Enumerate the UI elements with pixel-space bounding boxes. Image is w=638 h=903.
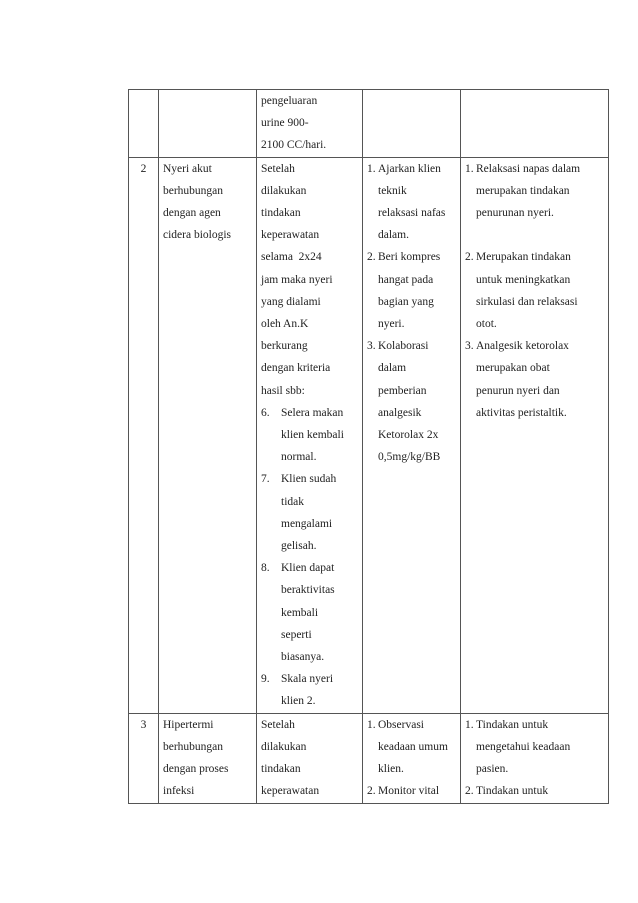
rationale-item bbox=[465, 246, 604, 335]
text-line: dilakukan bbox=[261, 184, 307, 197]
text-line: sirkulasi dan relaksasi bbox=[476, 295, 578, 308]
diagnosis-cell bbox=[159, 90, 257, 158]
text-line: selama 2x24 bbox=[261, 251, 322, 264]
text-line: beraktivitas bbox=[281, 584, 335, 597]
text-line: Relaksasi napas dalam bbox=[476, 162, 581, 175]
text-line: dilakukan bbox=[261, 740, 307, 753]
text-line: dengan kriteria bbox=[261, 362, 331, 375]
intervention-item-number: 1. bbox=[367, 718, 376, 731]
rationale-item-number: 2. bbox=[465, 785, 474, 798]
text-line: berhubungan bbox=[163, 740, 224, 753]
criteria-item-text bbox=[281, 402, 358, 469]
rationale-cell bbox=[461, 90, 609, 158]
text-line: Setelah bbox=[261, 162, 295, 175]
intervention-item bbox=[367, 246, 456, 335]
criteria-item bbox=[261, 402, 358, 469]
rationale-item-number: 1. bbox=[465, 162, 474, 175]
table-row bbox=[129, 90, 609, 158]
text-line: cidera biologis bbox=[163, 229, 232, 242]
text-line: Beri kompres bbox=[378, 251, 441, 264]
intervention-item-text bbox=[378, 714, 456, 781]
rationale-item-text bbox=[476, 246, 604, 335]
text-line: Monitor vital bbox=[378, 785, 440, 798]
text-line: Selera makan bbox=[281, 406, 344, 419]
text-line: seperti bbox=[281, 628, 312, 641]
text-line: Merupakan tindakan bbox=[476, 251, 571, 264]
text-line: 0,5mg/kg/BB bbox=[378, 451, 441, 464]
text-line: berhubungan bbox=[163, 184, 224, 197]
criteria-item-text bbox=[281, 557, 358, 668]
criteria-item-number: 8. bbox=[261, 562, 270, 575]
criteria-item-number: 9. bbox=[261, 673, 270, 686]
text-line: 2100 CC/hari. bbox=[261, 139, 327, 152]
text-line: Setelah bbox=[261, 718, 295, 731]
spacer bbox=[465, 224, 604, 246]
text-line: urine 900- bbox=[261, 117, 309, 130]
text-line: nyeri. bbox=[378, 318, 405, 331]
text-line: Analgesik ketorolax bbox=[476, 340, 569, 353]
intervention-item bbox=[367, 335, 456, 468]
text-line: dalam. bbox=[378, 229, 409, 242]
rationale-item-number: 3. bbox=[465, 340, 474, 353]
criteria-item-number: 7. bbox=[261, 473, 270, 486]
text-line: keadaan umum bbox=[378, 740, 448, 753]
intervention-cell bbox=[363, 90, 461, 158]
text-line: gelisah. bbox=[281, 540, 317, 553]
text-line: kembali bbox=[281, 606, 319, 619]
text-line: Ajarkan klien bbox=[378, 162, 441, 175]
intervention-item-text bbox=[378, 246, 456, 335]
text-line: penurun nyeri dan bbox=[476, 384, 560, 397]
rationale-item-number: 2. bbox=[465, 251, 474, 264]
text-line: mengetahui keadaan bbox=[476, 740, 571, 753]
text-line: klien 2. bbox=[281, 695, 316, 708]
text-line: Observasi bbox=[378, 718, 424, 731]
text-line: teknik bbox=[378, 184, 407, 197]
text-line: Tindakan untuk bbox=[476, 785, 549, 798]
text-line: biasanya. bbox=[281, 651, 325, 664]
rationale-cell bbox=[461, 157, 609, 713]
text-line: klien kembali bbox=[281, 429, 344, 442]
diagnosis-cell bbox=[159, 157, 257, 713]
rationale-item bbox=[465, 780, 604, 802]
criteria-item bbox=[261, 668, 358, 712]
criteria-cell bbox=[257, 90, 363, 158]
text-line: dengan agen bbox=[163, 207, 221, 220]
text-line: mengalami bbox=[281, 517, 333, 530]
text-line: berkurang bbox=[261, 340, 308, 353]
intervention-cell bbox=[363, 713, 461, 803]
text-line: untuk meningkatkan bbox=[476, 273, 571, 286]
text-line: tidak bbox=[281, 495, 304, 508]
rationale-cell bbox=[461, 713, 609, 803]
text-line: Nyeri akut bbox=[163, 162, 212, 175]
intervention-item-number: 2. bbox=[367, 251, 376, 264]
text-line: penurunan nyeri. bbox=[476, 207, 554, 220]
text-line: Klien dapat bbox=[281, 562, 335, 575]
text-line: merupakan tindakan bbox=[476, 184, 570, 197]
text-line: merupakan obat bbox=[476, 362, 550, 375]
rationale-item-text bbox=[476, 335, 604, 424]
criteria-item bbox=[261, 557, 358, 668]
text-line: pasien. bbox=[476, 763, 509, 776]
criteria-cell bbox=[257, 713, 363, 803]
intervention-item-number: 2. bbox=[367, 785, 376, 798]
text-line: hangat pada bbox=[378, 273, 434, 286]
text-line: dengan proses bbox=[163, 763, 229, 776]
table-row bbox=[129, 157, 609, 713]
intervention-item-number: 3. bbox=[367, 340, 376, 353]
criteria-item-number: 6. bbox=[261, 406, 270, 419]
text-line: normal. bbox=[281, 451, 317, 464]
rationale-item bbox=[465, 335, 604, 424]
rationale-item-number: 1. bbox=[465, 718, 474, 731]
text-line: Hipertermi bbox=[163, 718, 214, 731]
text-line: keperawatan bbox=[261, 229, 320, 242]
text-line: hasil sbb: bbox=[261, 384, 305, 397]
text-line: dalam bbox=[378, 362, 407, 375]
intervention-item bbox=[367, 780, 456, 802]
text-line: pengeluaran bbox=[261, 95, 318, 107]
rationale-item bbox=[465, 714, 604, 781]
intervention-item-text bbox=[378, 158, 456, 247]
text-line: aktivitas peristaltik. bbox=[476, 406, 567, 419]
criteria-item-text bbox=[281, 468, 358, 557]
intervention-item bbox=[367, 158, 456, 247]
text-line: bagian yang bbox=[378, 295, 434, 308]
intervention-item bbox=[367, 714, 456, 781]
intervention-cell bbox=[363, 157, 461, 713]
table-row bbox=[129, 713, 609, 803]
text-line: Skala nyeri bbox=[281, 673, 334, 686]
text-line: relaksasi nafas bbox=[378, 207, 446, 220]
intervention-item-number: 1. bbox=[367, 162, 376, 175]
text-line: klien. bbox=[378, 763, 404, 776]
table-body bbox=[129, 90, 609, 804]
text-line: Ketorolax 2x bbox=[378, 429, 439, 442]
text-line: pemberian bbox=[378, 384, 427, 397]
text-line: tindakan bbox=[261, 207, 301, 220]
text-line: Tindakan untuk bbox=[476, 718, 549, 731]
text-line: jam maka nyeri bbox=[261, 273, 333, 286]
text-line: infeksi bbox=[163, 785, 195, 798]
rationale-item-text bbox=[476, 780, 604, 802]
text-line: yang dialami bbox=[261, 295, 321, 308]
criteria-cell bbox=[257, 157, 363, 713]
diagnosis-cell bbox=[159, 713, 257, 803]
intervention-item-text bbox=[378, 335, 456, 468]
text-line: analgesik bbox=[378, 406, 422, 419]
rationale-item-text bbox=[476, 714, 604, 781]
text-line: keperawatan bbox=[261, 785, 320, 798]
rationale-item bbox=[465, 158, 604, 225]
criteria-item bbox=[261, 468, 358, 557]
text-line: Kolaborasi bbox=[378, 340, 429, 353]
text-line: oleh An.K bbox=[261, 318, 309, 331]
rationale-item-text bbox=[476, 158, 604, 225]
number-cell: 3 bbox=[129, 713, 159, 803]
nursing-care-table bbox=[128, 89, 609, 804]
criteria-item-text bbox=[281, 668, 358, 712]
text-line: Klien sudah bbox=[281, 473, 337, 486]
text-line: otot. bbox=[476, 318, 497, 331]
text-line: tindakan bbox=[261, 763, 301, 776]
intervention-item-text bbox=[378, 780, 456, 802]
number-cell: 2 bbox=[129, 157, 159, 713]
number-cell bbox=[129, 90, 159, 158]
